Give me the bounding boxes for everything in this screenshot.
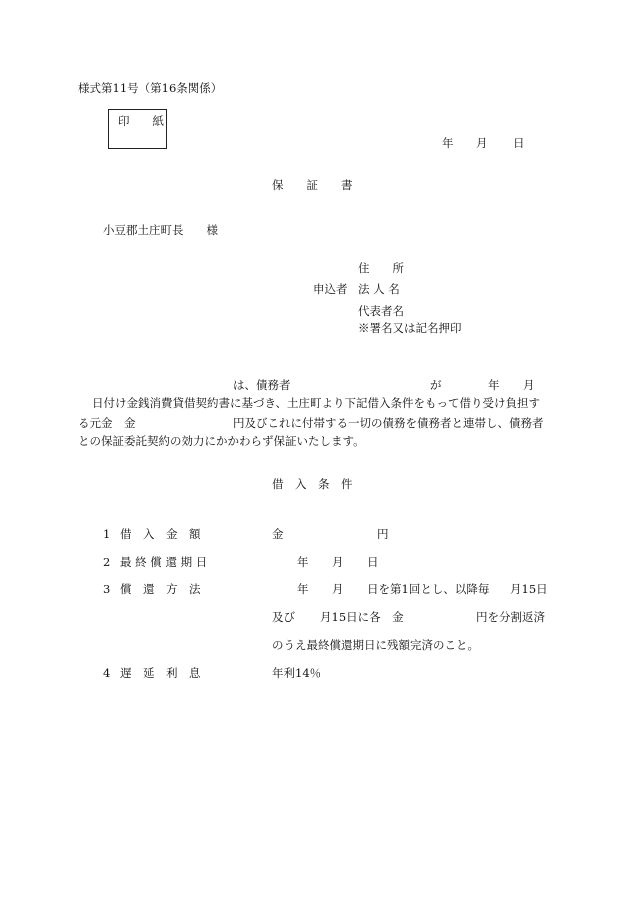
condition-2-value-a: 年	[297, 555, 309, 569]
body-line1-d: 月	[523, 378, 535, 392]
body-line1-a: は、債務者	[233, 378, 291, 392]
condition-2-number: 2	[103, 555, 111, 569]
applicant-corp-name-label: 法 人 名	[358, 282, 400, 296]
stamp-label: 印 紙	[118, 114, 164, 128]
applicant-rep-name-label: 代表者名	[358, 304, 404, 318]
body-line2: 日付け金銭消費貸借契約書に基づき、土庄町より下記借入条件をもって借り受け負担す	[92, 396, 541, 410]
condition-2-value-b: 月	[332, 555, 344, 569]
form-id: 様式第11号（第16条関係）	[78, 81, 223, 95]
body-line1-c: 年	[488, 378, 500, 392]
date-month: 月	[476, 136, 488, 150]
condition-3-value-d: 月15日	[510, 582, 548, 596]
condition-3-number: 3	[103, 582, 111, 596]
condition-1-value-a: 金	[272, 527, 284, 541]
condition-3-value-e: 及び	[272, 610, 295, 624]
body-line4: との保証委託契約の効力にかかわらず保証いたします。	[78, 434, 365, 448]
condition-4-label: 遅 延 利 息	[120, 666, 201, 680]
date-day: 日	[513, 136, 525, 150]
applicant-signature-note: ※署名又は記名押印	[358, 321, 462, 335]
applicant-address-label: 住 所	[358, 261, 404, 275]
condition-3-value-h: のうえ最終償還期日に残額完済のこと。	[272, 638, 479, 652]
body-line3-b: 円及びこれに付帯する一切の債務を債務者と連帯し、債務者	[233, 416, 544, 430]
condition-3-value-b: 月	[332, 582, 344, 596]
conditions-title: 借 入 条 件	[272, 477, 353, 491]
condition-1-value-b: 円	[377, 527, 389, 541]
addressee: 小豆郡土庄町長 様	[103, 223, 218, 237]
condition-3-value-g: 円を分割返済	[476, 610, 545, 624]
condition-3-value-f: 月15日に各 金	[320, 610, 404, 624]
applicant-role: 申込者	[313, 282, 348, 296]
date-year: 年	[442, 136, 454, 150]
body-line1-b: が	[430, 378, 442, 392]
document-title: 保 証 書	[272, 178, 353, 192]
condition-4-value: 年利14％	[272, 666, 322, 680]
condition-1-label: 借 入 金 額	[120, 527, 201, 541]
body-line3-a: る元金 金	[78, 416, 136, 430]
condition-3-value-c: 日を第1回とし、以降毎	[367, 582, 490, 596]
condition-1-number: 1	[103, 527, 111, 541]
condition-4-number: 4	[103, 666, 111, 680]
condition-2-label: 最 終 償 還 期 日	[120, 555, 208, 569]
condition-3-label: 償 還 方 法	[120, 582, 201, 596]
condition-3-value-a: 年	[297, 582, 309, 596]
condition-2-value-c: 日	[367, 555, 379, 569]
